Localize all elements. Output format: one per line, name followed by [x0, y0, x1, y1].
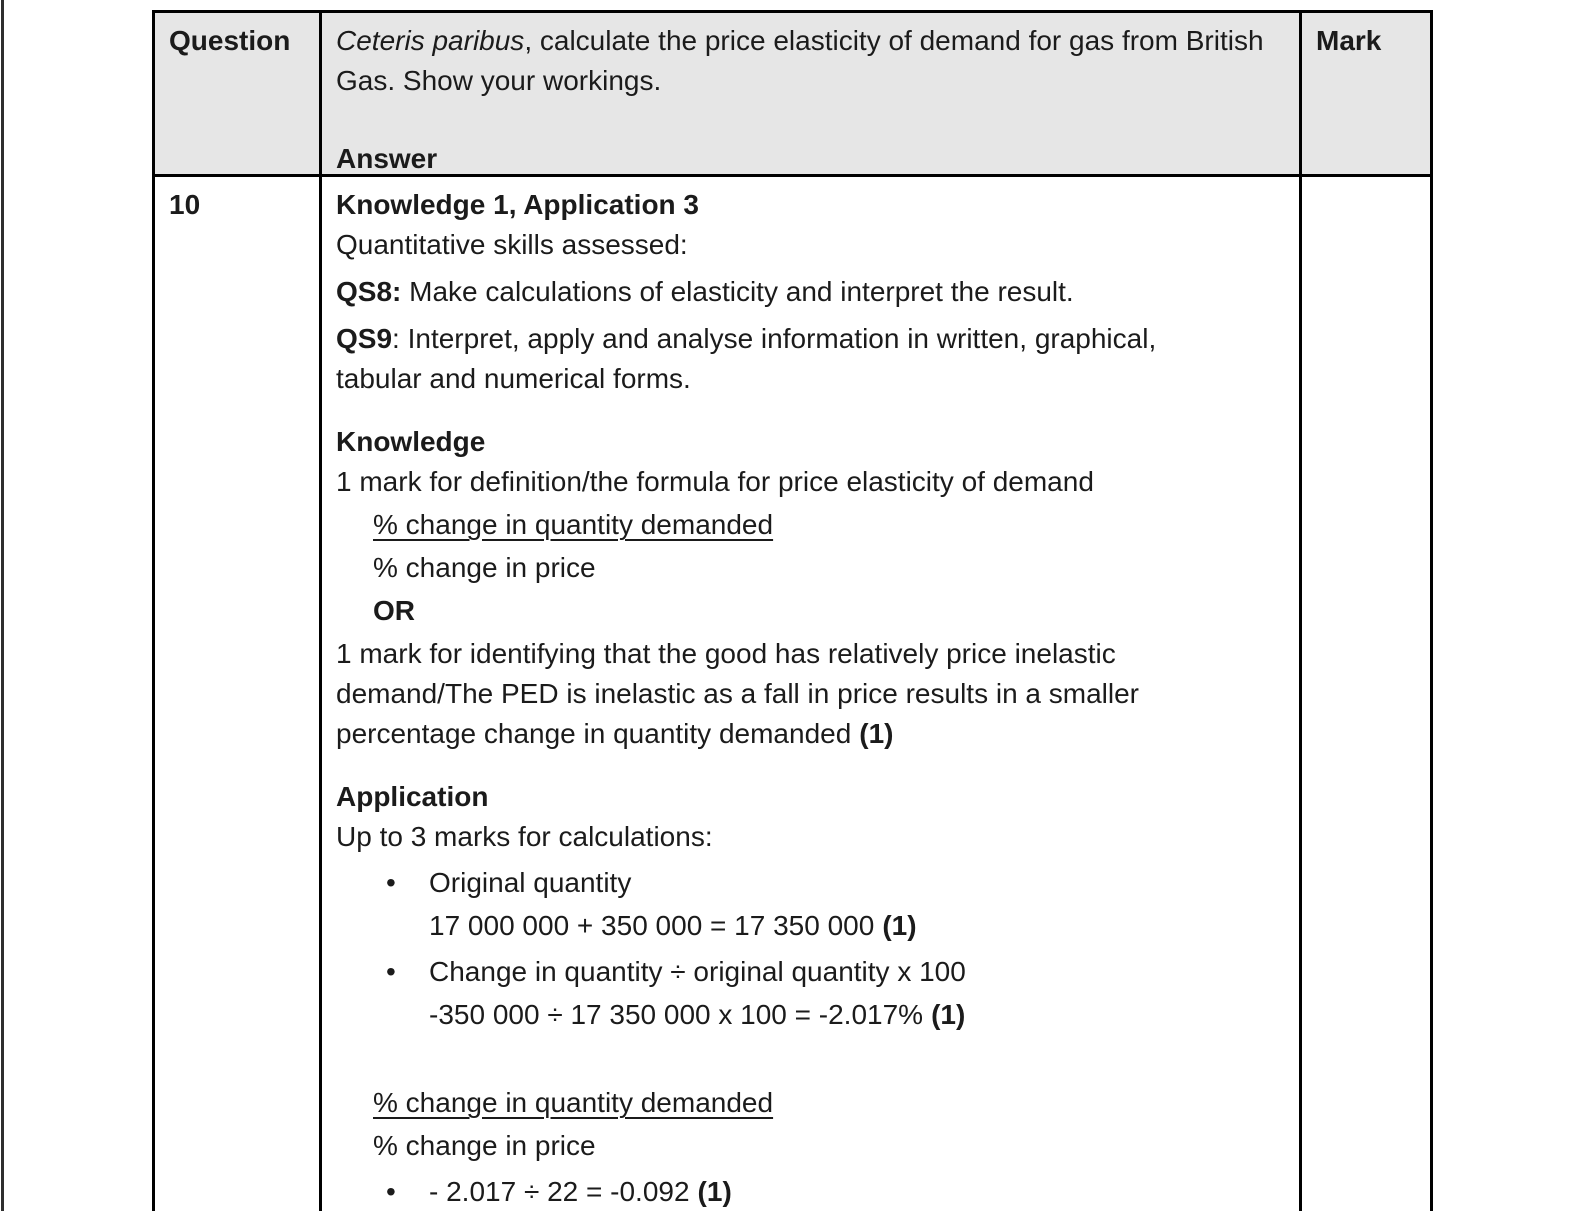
bullet-calc-line — [336, 995, 1285, 1035]
bullet-icon: • — [386, 956, 396, 987]
formula-numerator-text: % change in quantity demanded — [373, 509, 774, 540]
inelastic-demand-text: 1 mark for identifying that the good has relatively price inelastic demand/The PED is inelastic as a fall in price results in a smaller percentage change in quantity demanded — [336, 638, 1140, 749]
formula-numerator — [336, 505, 1285, 545]
mark-badge: (1) — [882, 910, 917, 941]
bullet-list — [336, 863, 1285, 1035]
mark-badge: (1) — [859, 718, 894, 749]
formula-denominator: % change in price — [373, 552, 596, 583]
bullet-item — [336, 952, 1285, 992]
bullet-icon: • — [386, 867, 396, 898]
final-calc-line — [429, 1172, 732, 1212]
or-label: OR — [373, 595, 415, 626]
mark-header-label: Mark — [1316, 25, 1382, 56]
formula2-numerator-text: % change in quantity demanded — [373, 1087, 774, 1118]
knowledge-mark-line: 1 mark for definition/the formula for price elasticity of demand — [336, 466, 1094, 497]
table-body-row — [155, 177, 1430, 1211]
knowledge-application-heading: Knowledge 1, Application 3 — [336, 189, 700, 220]
bullet-calc: -350 000 ÷ 17 350 000 x 100 = -2.017% — [429, 999, 924, 1030]
mark-value-cell — [1302, 177, 1430, 1211]
formula2-denominator: % change in price — [373, 1130, 596, 1161]
question-prompt-cell — [322, 13, 1302, 174]
quantitative-skills-intro: Quantitative skills assessed: — [336, 229, 688, 260]
question-number: 10 — [169, 189, 201, 220]
qs9-text: : Interpret, apply and analyse information in written, graphical, tabular and numerical forms. — [336, 323, 1157, 394]
inelastic-demand-line — [336, 634, 1236, 754]
mark-header-cell — [1302, 13, 1430, 174]
answer-cell — [322, 177, 1302, 1211]
qs8-line — [336, 272, 1236, 312]
final-calc: - 2.017 ÷ 22 = -0.092 — [429, 1176, 690, 1207]
final-bullet-item — [336, 1172, 1285, 1212]
question-header-cell — [155, 13, 322, 174]
question-prompt — [336, 21, 1271, 101]
mark-badge: (1) — [931, 999, 966, 1030]
page-edge-rule — [1, 0, 4, 1211]
qs9-line — [336, 319, 1236, 399]
table-header-row — [155, 13, 1430, 177]
bullet-icon: • — [386, 1176, 396, 1207]
mark-scheme-table — [152, 10, 1433, 1211]
bullet-item — [336, 863, 1285, 903]
question-number-cell — [155, 177, 322, 1211]
prompt-italic-phrase: Ceteris paribus — [336, 25, 525, 56]
knowledge-heading: Knowledge — [336, 426, 486, 457]
application-intro: Up to 3 marks for calculations: — [336, 821, 713, 852]
qs8-label: QS8: — [336, 276, 402, 307]
qs9-label: QS9 — [336, 323, 393, 354]
prompt-text: , calculate the price elasticity of demand for gas from British Gas. Show your workings. — [336, 25, 1264, 96]
bullet-calc-line — [336, 906, 1285, 946]
answer-label: Answer — [336, 143, 438, 174]
bullet-calc: 17 000 000 + 350 000 = 17 350 000 — [429, 910, 875, 941]
bullet-title: Change in quantity ÷ original quantity x 100 — [429, 956, 966, 987]
qs8-text: Make calculations of elasticity and interpret the result. — [401, 276, 1074, 307]
mark-badge: (1) — [697, 1176, 732, 1207]
application-heading: Application — [336, 781, 489, 812]
formula2-numerator — [336, 1083, 1285, 1123]
question-header-label: Question — [169, 25, 291, 56]
bullet-title: Original quantity — [429, 867, 632, 898]
